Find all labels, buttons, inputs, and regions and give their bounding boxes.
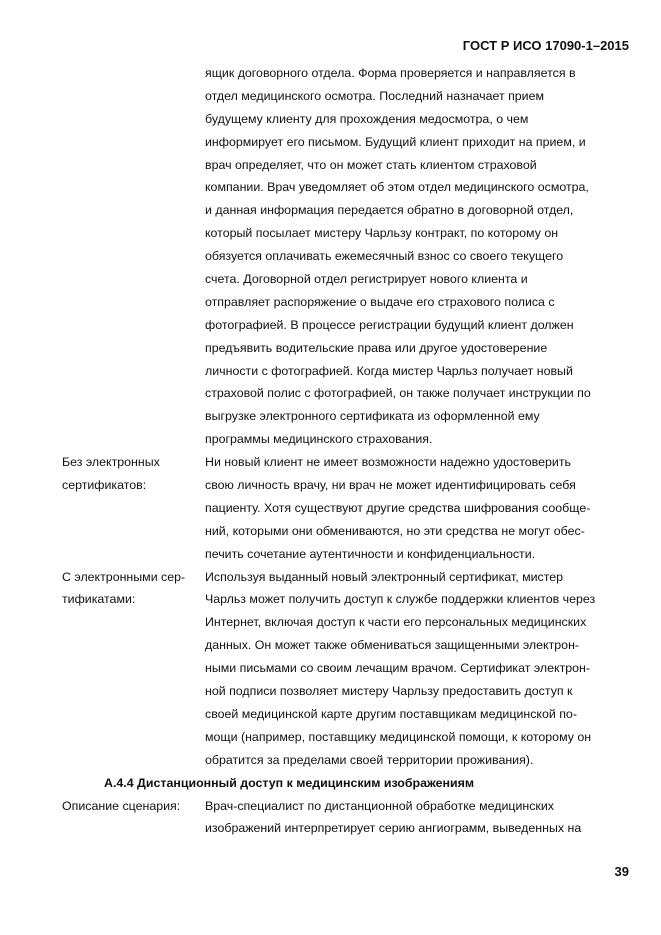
paragraph-line: своей медицинской карте другим поставщикам медицинской по- xyxy=(205,706,577,721)
page-number: 39 xyxy=(614,864,629,879)
text-line xyxy=(0,154,661,177)
document-header: ГОСТ Р ИСО 17090-1–2015 xyxy=(462,38,629,53)
paragraph-line: страховой полис с фотографией, он также получает инструкции по xyxy=(205,386,591,401)
text-line xyxy=(0,520,661,543)
paragraph-line: информирует его письмом. Будущий клиент приходит на прием, и xyxy=(205,134,586,149)
paragraph-line: компании. Врач уведомляет об этом отдел медицинского осмотра, xyxy=(205,180,589,195)
row-label: Описание сценария: xyxy=(62,798,181,813)
document-body xyxy=(0,62,661,840)
text-line xyxy=(0,131,661,154)
text-line xyxy=(0,726,661,749)
paragraph-line: счета. Договорной отдел регистрирует нового клиента и xyxy=(205,272,528,287)
paragraph-line: врач определяет, что он может стать клиентом страховой xyxy=(205,157,537,172)
paragraph-line: Используя выданный новый электронный сертификат, мистер xyxy=(205,569,564,584)
paragraph-line: который посылает мистеру Чарльзу контракт, по которому он xyxy=(205,226,559,241)
paragraph-line: фотографией. В процессе регистрации будущий клиент должен xyxy=(205,317,574,332)
text-line xyxy=(0,108,661,131)
paragraph-line: и данная информация передается обратно в договорной отдел, xyxy=(205,203,574,218)
row-label: тификатами: xyxy=(62,592,136,607)
text-line xyxy=(0,497,661,520)
paragraph-line: Интернет, включая доступ к части его персональных медицинских xyxy=(205,615,587,630)
text-line xyxy=(0,588,661,611)
text-line xyxy=(0,611,661,634)
paragraph-line: ной подписи позволяет мистеру Чарльзу предоставить доступ к xyxy=(205,684,573,699)
paragraph-line: будущему клиенту для прохождения медосмотра, о чем xyxy=(205,111,529,126)
paragraph-line: отправляет распоряжение о выдаче его страхового полиса с xyxy=(205,294,555,309)
paragraph-line: ний, которыми они обмениваются, но эти средства не могут обес- xyxy=(205,523,585,538)
paragraph-line: отдел медицинского осмотра. Последний назначает прием xyxy=(205,88,545,103)
text-line xyxy=(0,680,661,703)
paragraph-line: программы медицинского страхования. xyxy=(205,432,433,447)
text-line xyxy=(0,222,661,245)
text-line xyxy=(0,451,661,474)
text-line xyxy=(0,428,661,451)
text-line xyxy=(0,474,661,497)
text-line xyxy=(0,657,661,680)
section-heading: А.4.4 Дистанционный доступ к медицинским изображениям xyxy=(104,775,474,790)
paragraph-line: выгрузке электронного сертификата из оформленной ему xyxy=(205,409,540,424)
text-line xyxy=(0,199,661,222)
text-line xyxy=(0,749,661,772)
text-line xyxy=(0,291,661,314)
text-line xyxy=(0,405,661,428)
text-line xyxy=(0,337,661,360)
paragraph-line: Чарльз может получить доступ к службе поддержки клиентов через xyxy=(205,592,596,607)
row-label: сертификатов: xyxy=(62,478,147,493)
row-label: С электронными сер- xyxy=(62,569,186,584)
text-line xyxy=(0,268,661,291)
paragraph-line: Врач-специалист по дистанционной обработке медицинских xyxy=(205,798,554,813)
paragraph-line: Ни новый клиент не имеет возможности надежно удостоверить xyxy=(205,455,571,470)
text-line xyxy=(0,314,661,337)
paragraph-line: личности с фотографией. Когда мистер Чарльз получает новый xyxy=(205,363,573,378)
text-line xyxy=(0,360,661,383)
text-line xyxy=(0,62,661,85)
row-label: Без электронных xyxy=(62,455,160,470)
text-line xyxy=(0,245,661,268)
paragraph-line: данных. Он может также обмениваться защищенными электрон- xyxy=(205,638,580,653)
text-line xyxy=(0,634,661,657)
text-line xyxy=(0,795,661,818)
text-line xyxy=(0,817,661,840)
paragraph-line: печить сочетание аутентичности и конфиденциальности. xyxy=(205,546,536,561)
paragraph-line: мощи (например, поставщику медицинской помощи, к которому он xyxy=(205,729,592,744)
paragraph-line: ными письмами со своим лечащим врачом. Сертификат электрон- xyxy=(205,661,591,676)
section-heading-line xyxy=(0,772,661,795)
text-line xyxy=(0,703,661,726)
text-line xyxy=(0,566,661,589)
text-line xyxy=(0,176,661,199)
paragraph-line: пациенту. Хотя существуют другие средства шифрования сообще- xyxy=(205,500,591,515)
paragraph-line: ящик договорного отдела. Форма проверяется и направляется в xyxy=(205,66,576,80)
paragraph-line: свою личность врачу, ни врач не может идентифицировать себя xyxy=(205,478,576,493)
paragraph-line: обратится за пределами своей территории проживания). xyxy=(205,752,534,767)
text-line xyxy=(0,382,661,405)
text-line xyxy=(0,85,661,108)
text-line xyxy=(0,543,661,566)
paragraph-line: обязуется оплачивать ежемесячный взнос со своего текущего xyxy=(205,249,564,264)
paragraph-line: предъявить водительские права или другое удостоверение xyxy=(205,340,548,355)
paragraph-line: изображений интерпретирует серию ангиограмм, выведенных на xyxy=(205,821,582,836)
